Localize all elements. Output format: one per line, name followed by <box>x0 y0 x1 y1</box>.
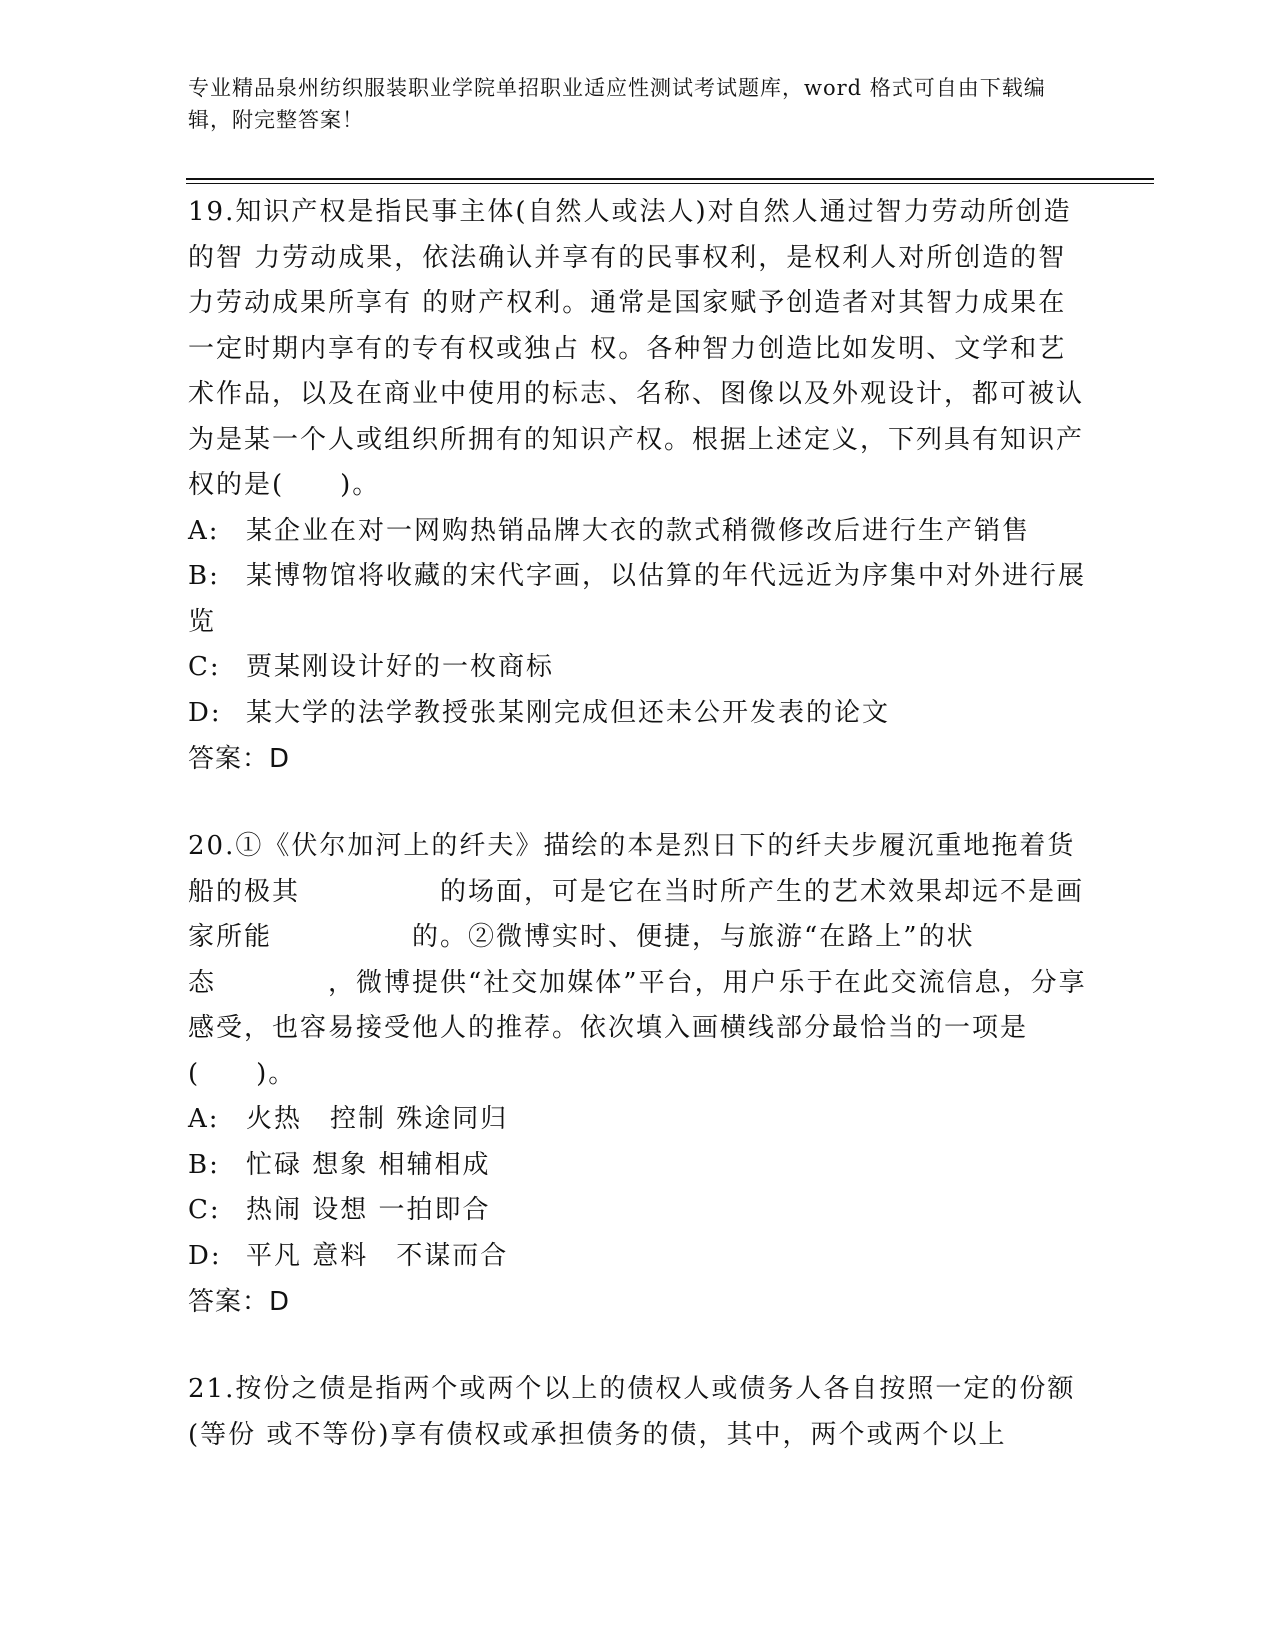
document-header: 专业精品泉州纺织服装职业学院单招职业适应性测试考试题库，word 格式可自由下载编辑，附完整答案！ <box>188 76 1046 132</box>
option-c <box>188 1188 1088 1234</box>
option-text: 某大学的法学教授张某刚完成但还未公开发表的论文 <box>246 697 891 728</box>
option-letter: A: <box>188 515 220 546</box>
option-letter: B: <box>188 561 220 591</box>
question-20 <box>188 824 1088 1325</box>
question-stem: 20.①《伏尔加河上的纤夫》描绘的本是烈日下的纤夫步履沉重地拖着货船的极其 的场面，可是它在当时所产生的艺术效果却远不是画家所能 的。②微博实时、便捷，与旅游“在路上”的状态 ，微博提供“社交加媒体”平台，用户乐于在此交流信息，分享感受，也容易接受他人的推荐。依次填入画横线部分最恰当的一项是( )。 <box>188 831 1087 1089</box>
question-19 <box>188 190 1088 782</box>
question-stem: 21.按份之债是指两个或两个以上的债权人或债务人各自按照一定的份额(等份 或不等份)享有债权或承担债务的债，其中，两个或两个以上 <box>188 1374 1076 1450</box>
question-21 <box>188 1367 1088 1458</box>
option-b <box>188 1143 1088 1189</box>
option-a <box>188 1097 1088 1143</box>
option-letter: D: <box>188 697 222 728</box>
answer-line: 答案：D <box>188 1287 291 1317</box>
option-text: 热闹 设想 一拍即合 <box>246 1195 491 1225</box>
option-c <box>188 645 1088 691</box>
header-divider-thin <box>186 183 1154 184</box>
option-d <box>188 1234 1088 1280</box>
option-letter: B: <box>188 1149 220 1180</box>
option-letter: D: <box>188 1240 222 1271</box>
option-a <box>188 509 1088 555</box>
option-d <box>188 691 1088 737</box>
option-text: 平凡 意料 不谋而合 <box>246 1240 509 1271</box>
answer-line: 答案：D <box>188 744 291 774</box>
question-stem: 19.知识产权是指民事主体(自然人或法人)对自然人通过智力劳动所创造的智 力劳动成果，依法确认并享有的民事权利，是权利人对所创造的智力劳动成果所享有 的财产权利。通常是国家赋予创造者对其智力成果在一定时期内享有的专有权或独占 权。各种智力创造比如发明、文学和艺术作品，以及在商业中使用的标志、名称、图像以及外观设计，都可被认为是某一个人或组织所拥有的知识产权。根据上述定义，下列具有知识产权的是( )。 <box>188 197 1085 500</box>
document-body <box>188 190 1088 1458</box>
option-b <box>188 554 1088 645</box>
option-text: 贾某刚设计好的一枚商标 <box>246 652 555 682</box>
header-divider-thick <box>186 178 1154 180</box>
option-text: 某企业在对一网购热销品牌大衣的款式稍微修改后进行生产销售 <box>246 515 1031 546</box>
option-text: 某博物馆将收藏的宋代字画，以估算的年代远近为序集中对外进行展览 <box>188 561 1087 637</box>
question-spacer <box>188 1325 1088 1367</box>
question-spacer <box>188 782 1088 824</box>
option-text: 忙碌 想象 相辅相成 <box>246 1149 491 1180</box>
option-letter: A: <box>188 1104 220 1134</box>
option-letter: C: <box>188 652 221 682</box>
option-letter: C: <box>188 1195 221 1225</box>
option-text: 火热 控制 殊途同归 <box>246 1104 509 1134</box>
